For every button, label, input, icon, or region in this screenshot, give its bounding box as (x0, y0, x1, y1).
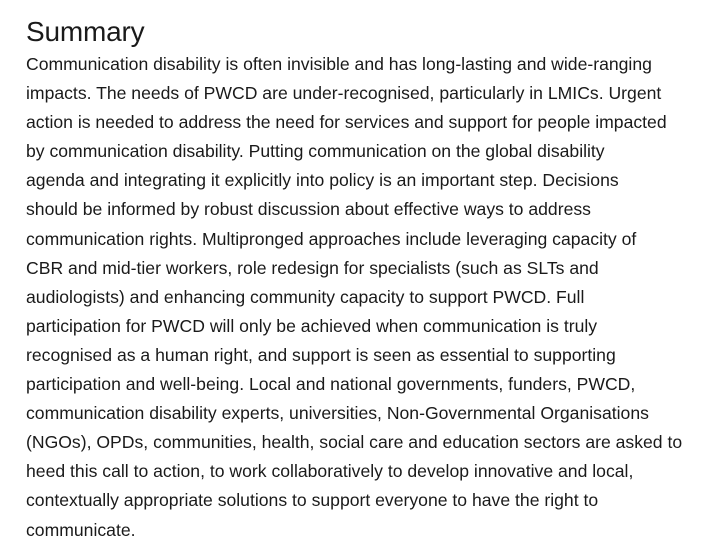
summary-paragraph (26, 50, 706, 545)
paragraph-line: participation and well-being. Local and national governments, funders, PWCD, (26, 374, 636, 395)
paragraph-line: contextually appropriate solutions to support everyone to have the right to (26, 490, 599, 511)
paragraph-line: (NGOs), OPDs, communities, health, social care and education sectors are asked to (26, 432, 683, 453)
paragraph-line: participation for PWCD will only be achieved when communication is truly (26, 315, 598, 336)
paragraph-line: by communication disability. Putting communication on the global disability (26, 141, 605, 162)
paragraph-line: CBR and mid-tier workers, role redesign for specialists (such as SLTs and (26, 257, 599, 278)
paragraph-line: Communication disability is often invisible and has long-lasting and wide-ranging (26, 54, 652, 74)
paragraph-line: audiologists) and enhancing community capacity to support PWCD. Full (26, 286, 585, 307)
paragraph-line: impacts. The needs of PWCD are under-recognised, particularly in LMICs. Urgent (26, 83, 662, 104)
summary-heading: Summary (26, 16, 145, 47)
paragraph-line: communicate. (26, 519, 136, 540)
paragraph-line: heed this call to action, to work collaboratively to develop innovative and local, (26, 461, 634, 482)
paragraph-line: communication disability experts, universities, Non-Governmental Organisations (26, 403, 649, 424)
paragraph-line: agenda and integrating it explicitly into policy is an important step. Decisions (26, 170, 619, 191)
paragraph-line: communication rights. Multipronged approaches include leveraging capacity of (26, 228, 637, 249)
paragraph-line: recognised as a human right, and support is seen as essential to supporting (26, 344, 616, 365)
paragraph-line: action is needed to address the need for services and support for people impacted (26, 112, 667, 133)
summary-section (26, 14, 706, 545)
paragraph-line: should be informed by robust discussion about effective ways to address (26, 199, 591, 220)
